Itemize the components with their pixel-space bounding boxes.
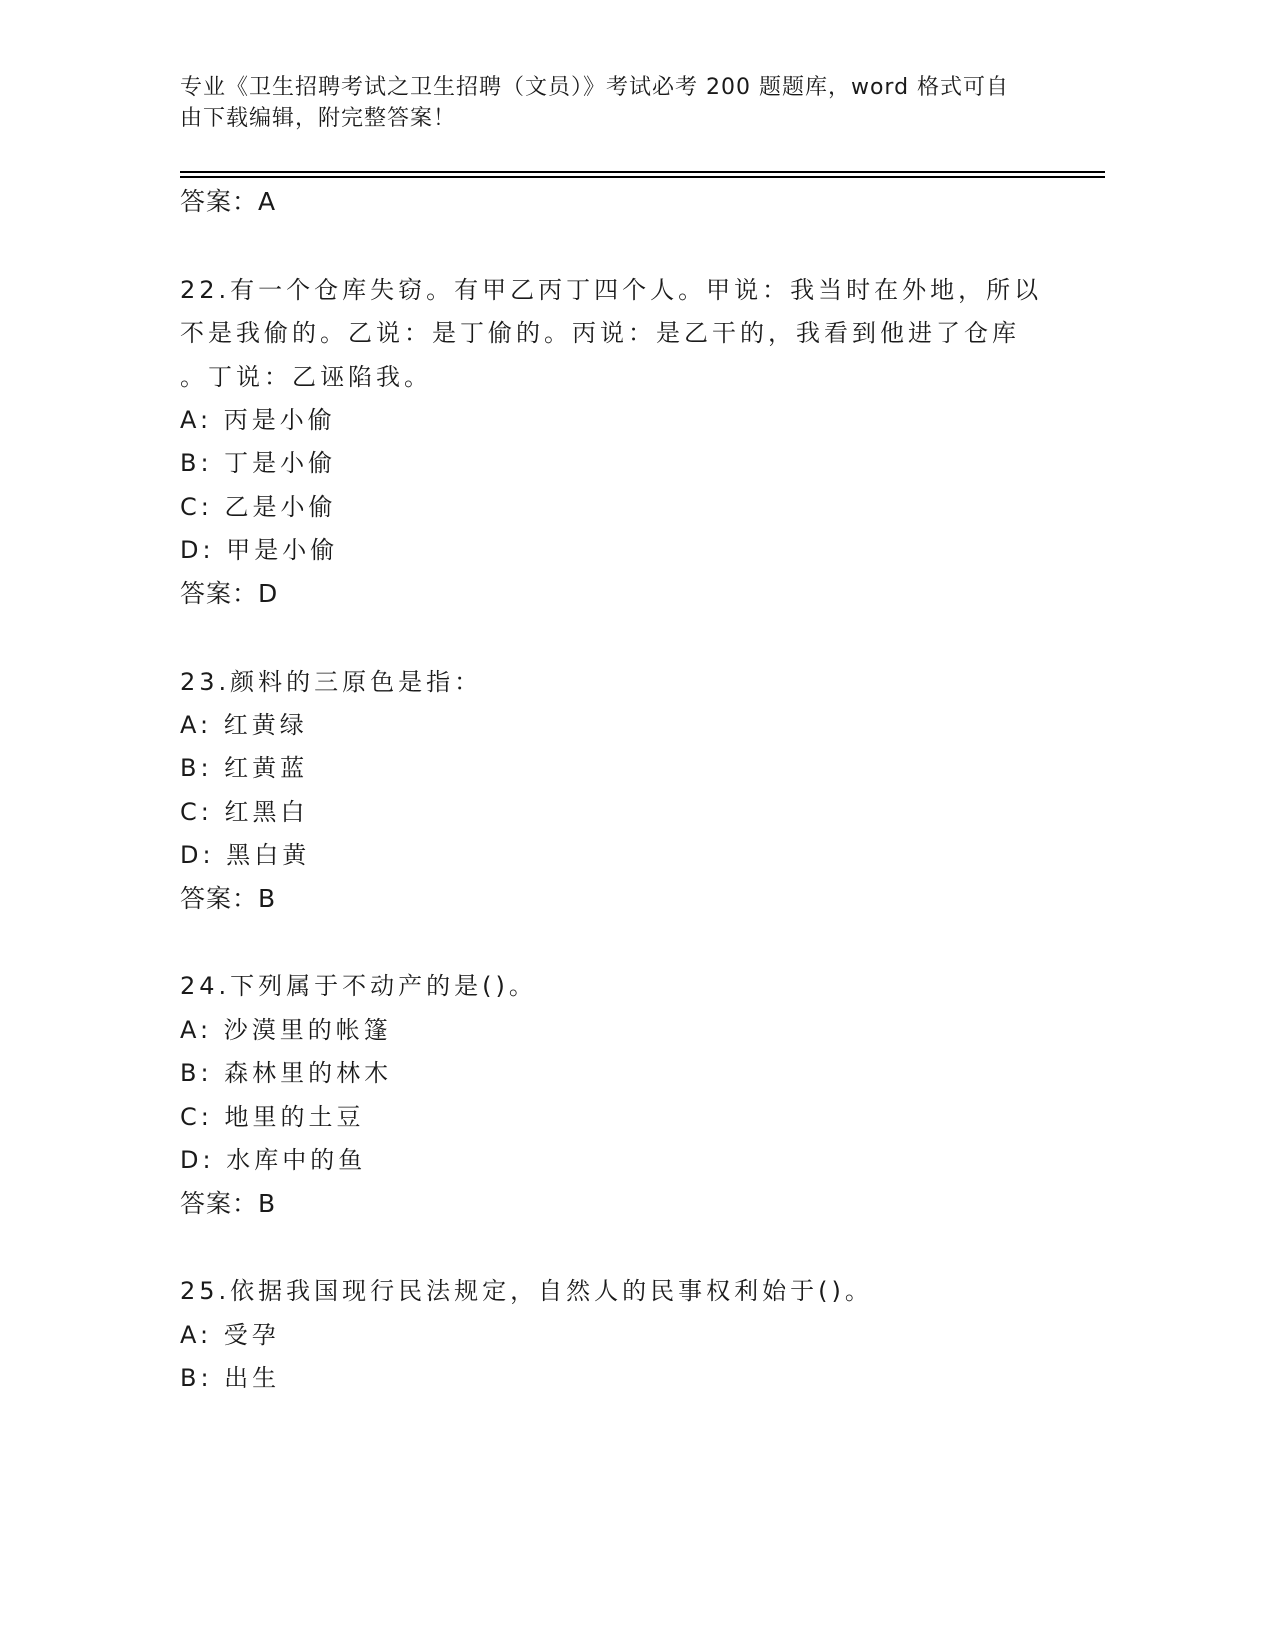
header-divider-top	[180, 171, 1105, 173]
question-23-option-c: C: 红黑白	[180, 798, 309, 826]
question-24-option-c: C: 地里的土豆	[180, 1103, 365, 1131]
document-header: 专业《卫生招聘考试之卫生招聘（文员）》考试必考 200 题题库，word 格式可自 由下载编辑，附完整答案！	[180, 75, 1010, 131]
question-25-option-a: A: 受孕	[180, 1321, 280, 1349]
question-24-stem: 24.下列属于不动产的是()。	[180, 972, 537, 1000]
answer-23: 答案：B	[180, 884, 277, 913]
question-25-stem: 25.依据我国现行民法规定，自然人的民事权利始于()。	[180, 1277, 873, 1305]
question-23-stem: 23.颜料的三原色是指：	[180, 668, 483, 696]
question-22-stem-line-2: 不是我偷的。乙说：是丁偷的。丙说：是乙干的，我看到他进了仓库	[180, 319, 1020, 347]
question-23-option-a: A: 红黄绿	[180, 711, 308, 739]
answer-24: 答案：B	[180, 1189, 277, 1218]
question-22-option-c: C: 乙是小偷	[180, 493, 337, 521]
question-25-option-b: B: 出生	[180, 1364, 281, 1392]
question-24-option-a: A: 沙漠里的帐篷	[180, 1016, 392, 1044]
question-23-option-d: D: 黑白黄	[180, 841, 311, 869]
question-22-option-a: A: 丙是小偷	[180, 406, 336, 434]
question-23-option-b: B: 红黄蓝	[180, 754, 309, 782]
question-22-stem-line-1: 22.有一个仓库失窃。有甲乙丙丁四个人。甲说：我当时在外地，所以	[180, 276, 1043, 304]
question-24-option-b: B: 森林里的林木	[180, 1059, 393, 1087]
header-divider-bottom	[180, 176, 1105, 178]
question-22-option-d: D: 甲是小偷	[180, 536, 339, 564]
question-22-option-b: B: 丁是小偷	[180, 449, 337, 477]
answer-21: 答案：A	[180, 187, 277, 216]
question-22-stem-line-3: 。丁说：乙诬陷我。	[180, 363, 432, 391]
answer-22: 答案：D	[180, 579, 279, 608]
question-24-option-d: D: 水库中的鱼	[180, 1146, 367, 1174]
